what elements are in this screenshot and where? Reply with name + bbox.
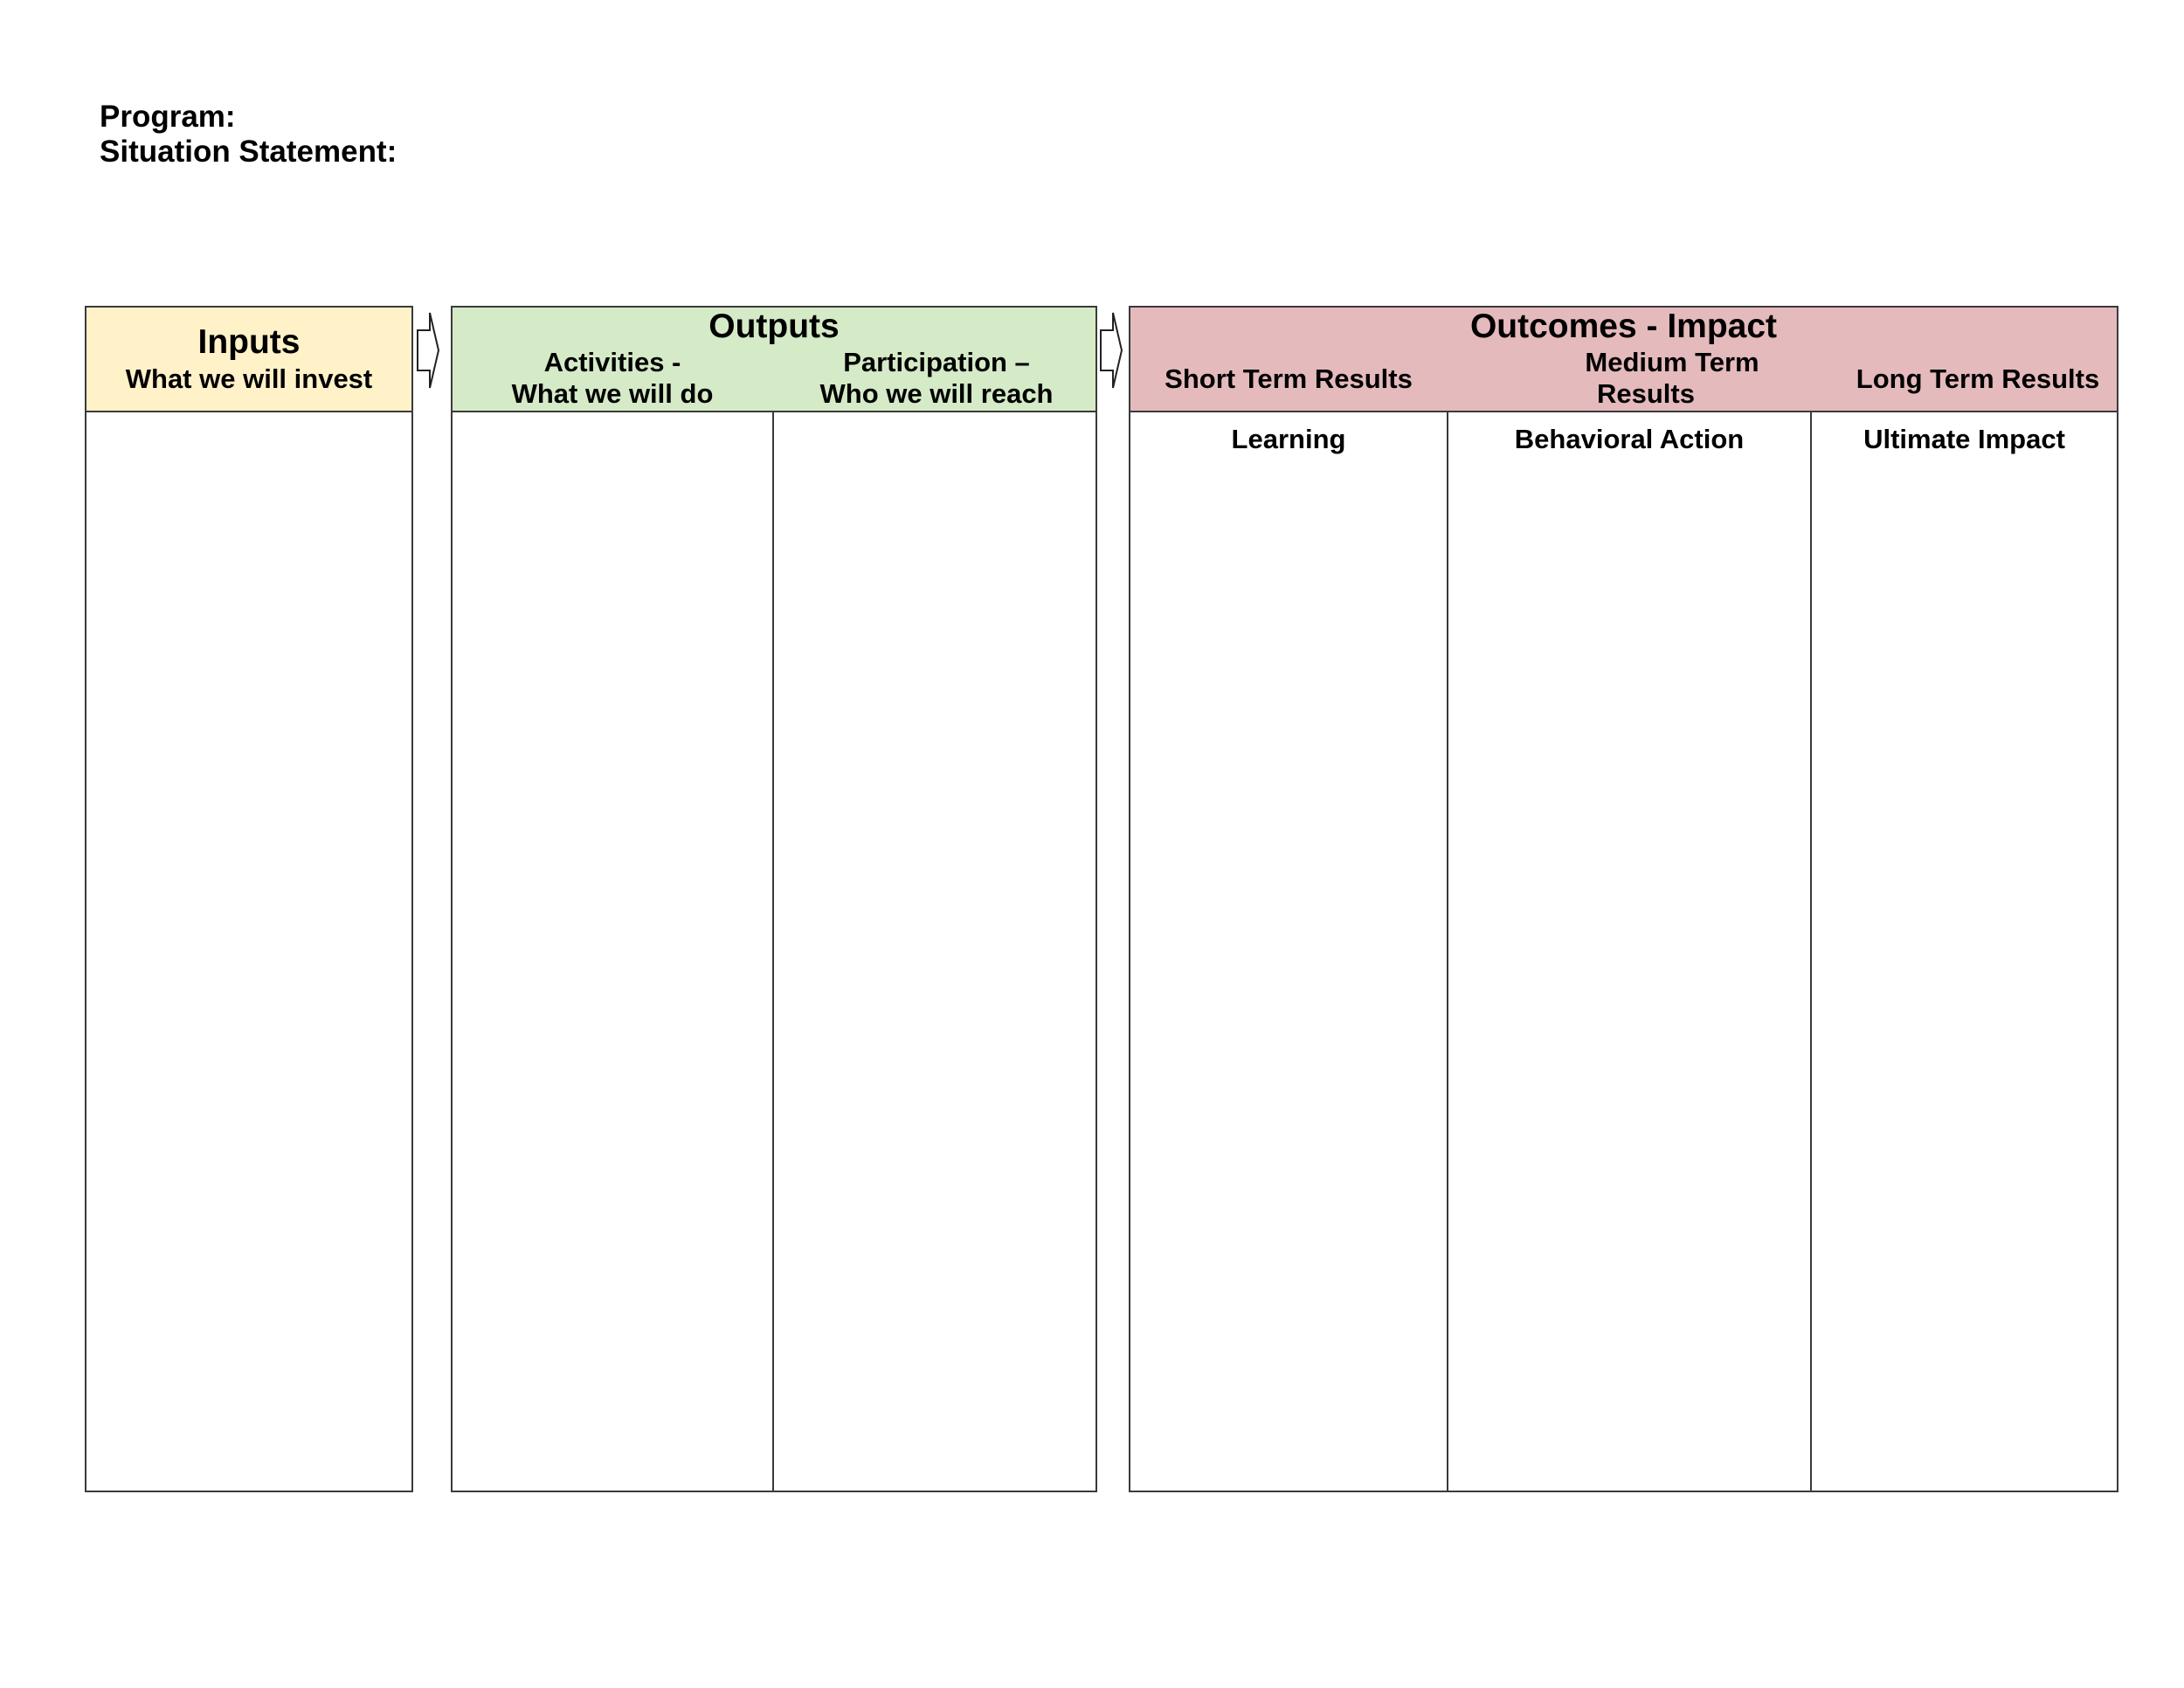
activities-content-area[interactable] [453,412,772,1491]
participation-content-area[interactable] [774,412,1095,1491]
long-term-results-heading: Long Term Results [1856,363,2100,394]
outcomes-title: Outcomes - Impact [1469,308,1778,345]
outcomes-box [1129,306,2118,1492]
medium-term-results-heading-line1: Medium Term [1585,347,1759,377]
behavioral-action-heading: Behavioral Action [1514,424,1745,454]
outputs-title: Outputs [708,308,840,345]
inputs-content-area[interactable] [86,412,411,1491]
inputs-subtitle: What we will invest [125,363,373,394]
short-term-content-area[interactable] [1130,465,1447,1491]
ultimate-impact-heading: Ultimate Impact [1863,424,2065,454]
inputs-box [85,306,413,1492]
short-term-results-heading: Short Term Results [1165,363,1413,394]
situation-statement-label: Situation Statement: [100,135,397,169]
participation-heading-line2: Who we will reach [819,378,1054,409]
medium-term-content-area[interactable] [1448,465,1810,1491]
learning-heading: Learning [1231,424,1346,454]
inputs-title: Inputs [197,323,301,361]
participation-heading-line1: Participation – [843,347,1030,377]
program-label: Program: [100,100,236,134]
activities-heading-line2: What we will do [511,378,714,409]
outputs-box [451,306,1097,1492]
right-arrow-icon [416,311,440,390]
right-arrow-icon [1099,311,1123,390]
medium-term-results-heading-line2: Results [1597,378,1695,409]
long-term-content-area[interactable] [1812,465,2117,1491]
activities-heading-line1: Activities - [543,347,681,377]
